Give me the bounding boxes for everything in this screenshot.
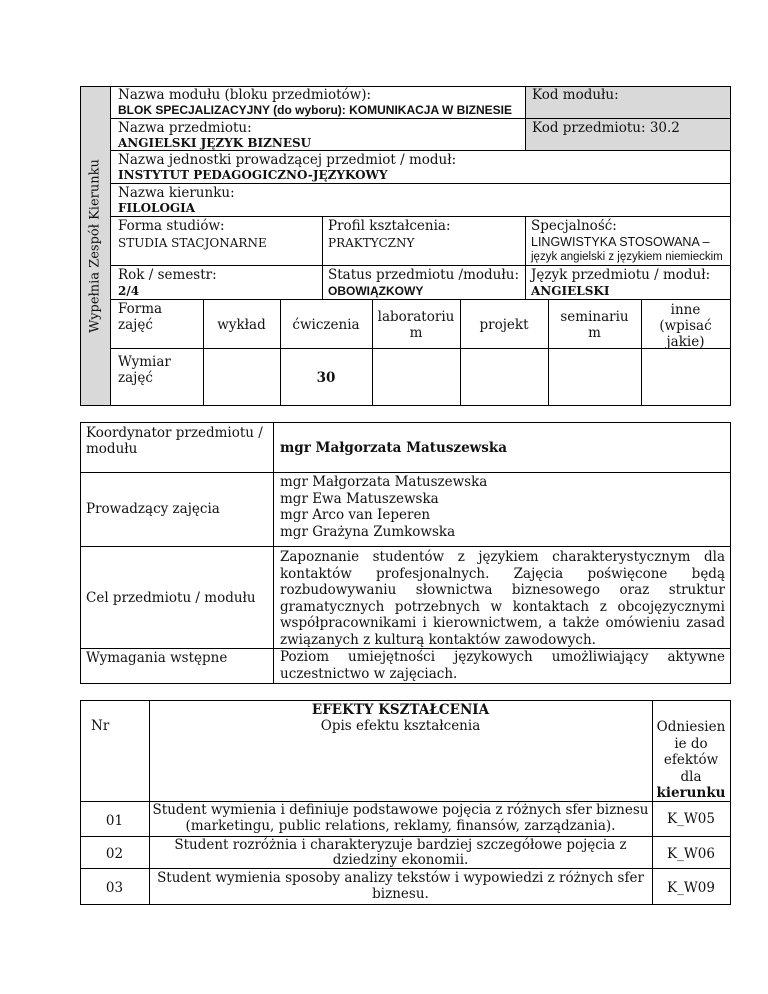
outcome-description: Student wymienia i definiuje podstawowe pojęcia z różnych sfer biznesu (152, 802, 649, 818)
project-header: projekt (479, 317, 529, 333)
teacher-item: mgr Małgorzata Matuszewska (280, 474, 488, 490)
reference-header-line: dla (680, 768, 702, 785)
hours-label-2: zajęć (118, 370, 153, 386)
reference-header-line: kierunku (656, 785, 726, 801)
coordinator-label-2: modułu (86, 441, 138, 457)
outcome-nr: 01 (105, 813, 124, 829)
goal-line: Zapoznanie studentów z językiem charakterystycznym dla (280, 549, 725, 565)
module-name-value: BLOK SPECJALIZACYJNY (do wyboru): KOMUNIKACJA W BIZNESIE (118, 103, 513, 117)
lab-header-2: m (409, 325, 423, 341)
coordinator-label-1: Koordynator przedmiotu / (86, 425, 263, 441)
status-label: Status przedmiotu /modułu: (328, 267, 519, 283)
class-form-label-2: zajęć (118, 317, 153, 333)
outcome-description: dziedziny ekonomii. (332, 852, 469, 868)
goal-line: kontaktów profesjonalnych. Zajęcia poświęcone będą (280, 565, 725, 582)
exercises-hours: 30 (316, 370, 336, 386)
study-form-label: Forma studiów: (118, 218, 225, 234)
reference-header-line: Odniesien (656, 719, 726, 735)
status-value: OBOWIĄZKOWY (328, 284, 424, 298)
goal-text (280, 549, 725, 648)
requirements-line: uczestnictwo w zajęciach. (280, 665, 458, 682)
outcome-reference: K_W05 (667, 811, 715, 827)
hours-label-1: Wymiar (118, 354, 171, 370)
language-label: Język przedmiotu / moduł: (531, 267, 711, 283)
teacher-item: mgr Arco van Ieperen (280, 507, 431, 523)
year-label: Rok / semestr: (118, 267, 217, 283)
reference-header-line: efektów (663, 752, 719, 768)
unit-label: Nazwa jednostki prowadzącej przedmiot / moduł: (118, 152, 457, 168)
profile-label: Profil kształcenia: (328, 218, 451, 234)
teacher-item: mgr Grażyna Zumkowska (280, 523, 456, 540)
year-value: 2/4 (118, 284, 140, 298)
goal-line: rozbudowywaniu słownictwa biznesowego oraz struktur (280, 582, 725, 598)
reference-header-line: ie do (674, 735, 708, 752)
seminar-header-2: m (588, 325, 601, 341)
field-label: Nazwa kierunku: (118, 185, 235, 201)
coordinator-value: mgr Małgorzata Matuszewska (280, 440, 507, 456)
module-code-label: Kod modułu: (532, 87, 619, 103)
requirements-text (280, 649, 725, 682)
exercises-header: ćwiczenia (292, 317, 360, 333)
field-value: FILOLOGIA (118, 201, 196, 215)
goal-label: Cel przedmiotu / modułu (86, 590, 256, 606)
class-form-label-1: Forma (118, 301, 163, 317)
outcome-reference: K_W09 (667, 880, 715, 896)
outcome-nr: 02 (105, 846, 124, 862)
goal-line: współpracownikami i kierownictwem, a także omówieniu zasad (280, 615, 725, 631)
lab-header-1: laboratoriu (377, 309, 455, 325)
specialty-value-line1: LINGWISTYKA STOSOWANA – (531, 235, 710, 249)
module-name-label: Nazwa modułu (bloku przedmiotów): (118, 87, 372, 103)
language-value: ANGIELSKI (531, 284, 610, 298)
subject-name-label: Nazwa przedmiotu: (118, 120, 252, 136)
outcome-description: Student wymienia sposoby analizy tekstów i wypowiedzi z różnych sfer (157, 870, 644, 886)
other-header-1: inne (670, 302, 701, 318)
outcome-nr: 03 (105, 880, 124, 896)
nr-header: Nr (91, 718, 110, 734)
seminar-header-1: seminariu (560, 309, 629, 325)
outcome-description: biznesu. (372, 886, 429, 902)
teachers-label: Prowadzący zajęcia (86, 501, 220, 517)
reference-header (652, 719, 730, 802)
profile-value: PRAKTYCZNY (328, 236, 415, 250)
teacher-item: mgr Ewa Matuszewska (280, 490, 439, 507)
goal-line: gramatycznych potrzebnych w kontaktach z obcojęzycznymi (280, 598, 725, 615)
outcome-description: (marketingu, public relations, reklamy, finansów, zarządzania). (185, 818, 616, 834)
side-label (80, 86, 110, 406)
requirements-line: Poziom umiejętności językowych umożliwiający aktywne (280, 649, 725, 665)
subject-code-label: Kod przedmiotu: 30.2 (532, 120, 680, 136)
subject-name-value: ANGIELSKI JĘZYK BIZNESU (118, 136, 312, 150)
description-header: Opis efektu kształcenia (320, 718, 481, 734)
unit-value: INSTYTUT PEDAGOGICZNO-JĘZYKOWY (118, 168, 388, 182)
lecture-header: wykład (217, 317, 266, 333)
other-header-2: (wpisać (659, 318, 712, 334)
specialty-value-line2: język angielski z językiem niemieckim (531, 251, 723, 263)
goal-line: związanych z kulturą kontaktów zawodowych. (280, 631, 596, 648)
other-header-3: jakie) (666, 334, 705, 350)
teachers-list (280, 474, 487, 540)
study-form-value: STUDIA STACJONARNE (118, 236, 267, 250)
side-label-text: Wypełnia Zespół Kierunku (87, 159, 103, 333)
specialty-label: Specjalność: (531, 218, 617, 234)
outcome-reference: K_W06 (667, 846, 715, 862)
outcome-description: Student rozróżnia i charakteryzuje bardziej szczegółowe pojęcia z (174, 837, 627, 853)
requirements-label: Wymagania wstępne (86, 650, 228, 666)
outcomes-title: EFEKTY KSZTAŁCENIA (311, 702, 490, 718)
